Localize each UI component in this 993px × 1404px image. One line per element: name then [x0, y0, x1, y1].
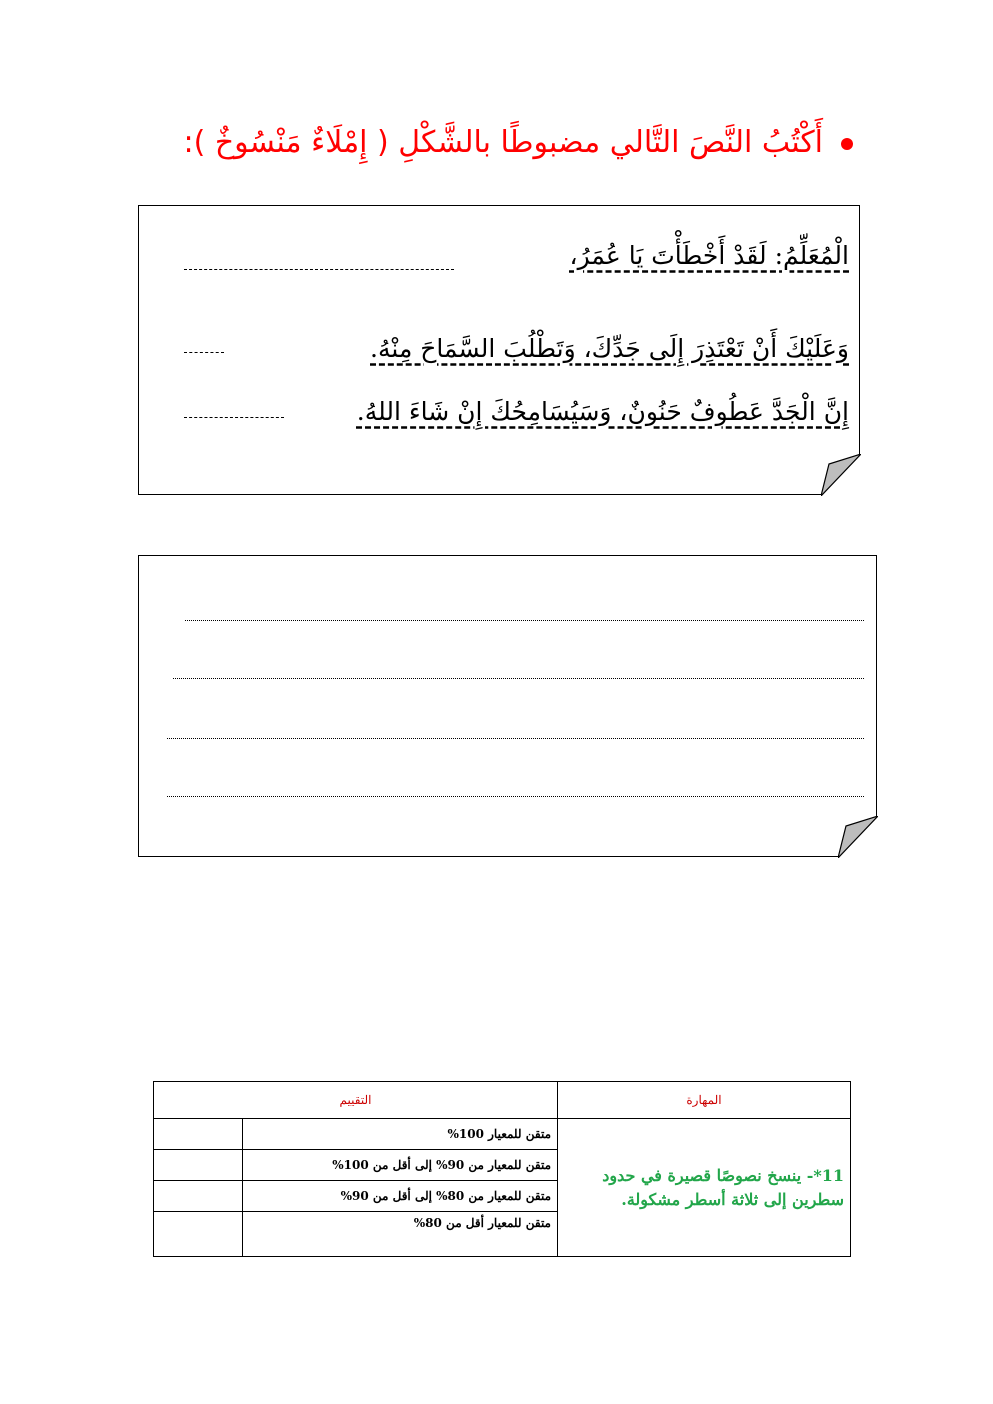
bullet-icon [841, 138, 853, 150]
instruction-heading [180, 118, 853, 168]
skill-header: المهارة [558, 1082, 851, 1119]
criterion-1: متقن للمعيار 100% [243, 1119, 558, 1150]
grade-cell-4[interactable] [154, 1212, 243, 1257]
passage-line-3: إِنَّ الْجَدَّ عَطُوفٌ حَنُونٌ، وَسَيُسَامِحُكَ إِنْ شَاءَ اللهُ. [356, 397, 849, 426]
dashed-fill-1 [184, 269, 454, 270]
grade-cell-1[interactable] [154, 1119, 243, 1150]
page-curl-icon [838, 816, 878, 858]
table-header-row [154, 1082, 851, 1119]
writing-line-3[interactable] [167, 738, 864, 739]
passage-card [138, 205, 860, 495]
writing-line-1[interactable] [185, 620, 864, 621]
dashed-fill-2 [184, 352, 224, 353]
page-curl-icon [821, 454, 861, 496]
writing-line-2[interactable] [173, 678, 864, 679]
criterion-3: متقن للمعيار من 80% إلى أقل من 90% [243, 1181, 558, 1212]
instruction-text: أَكْتُبُ النَّصَ التَّالي مضبوطًا بالشَّكْلِ ( إِمْلَاءٌ مَنْسُوخٌ ): [183, 125, 823, 160]
table-row [154, 1119, 851, 1150]
evaluation-header: التقييم [154, 1082, 558, 1119]
evaluation-table [153, 1081, 851, 1257]
passage-line-1: الْمُعَلِّمُ: لَقَدْ أَخْطَأْتَ يَا عُمَرُ، [569, 241, 849, 270]
skill-text: 11*- ينسخ نصوصًا قصيرة في حدود سطرين إلى ثلاثة أسطر مشكولة. [558, 1119, 851, 1257]
grade-cell-2[interactable] [154, 1150, 243, 1181]
passage-line-2: وَعَلَيْكَ أَنْ تَعْتَذِرَ إِلَى جَدِّكَ، وَتَطْلُبَ السَّمَاحَ مِنْهُ. [370, 334, 849, 363]
criterion-4: متقن للمعيار أقل من 80% [243, 1212, 558, 1257]
criterion-2: متقن للمعيار من 90% إلى أقل من 100% [243, 1150, 558, 1181]
grade-cell-3[interactable] [154, 1181, 243, 1212]
dashed-fill-3 [184, 417, 284, 418]
writing-card [138, 555, 877, 857]
writing-line-4[interactable] [167, 796, 864, 797]
